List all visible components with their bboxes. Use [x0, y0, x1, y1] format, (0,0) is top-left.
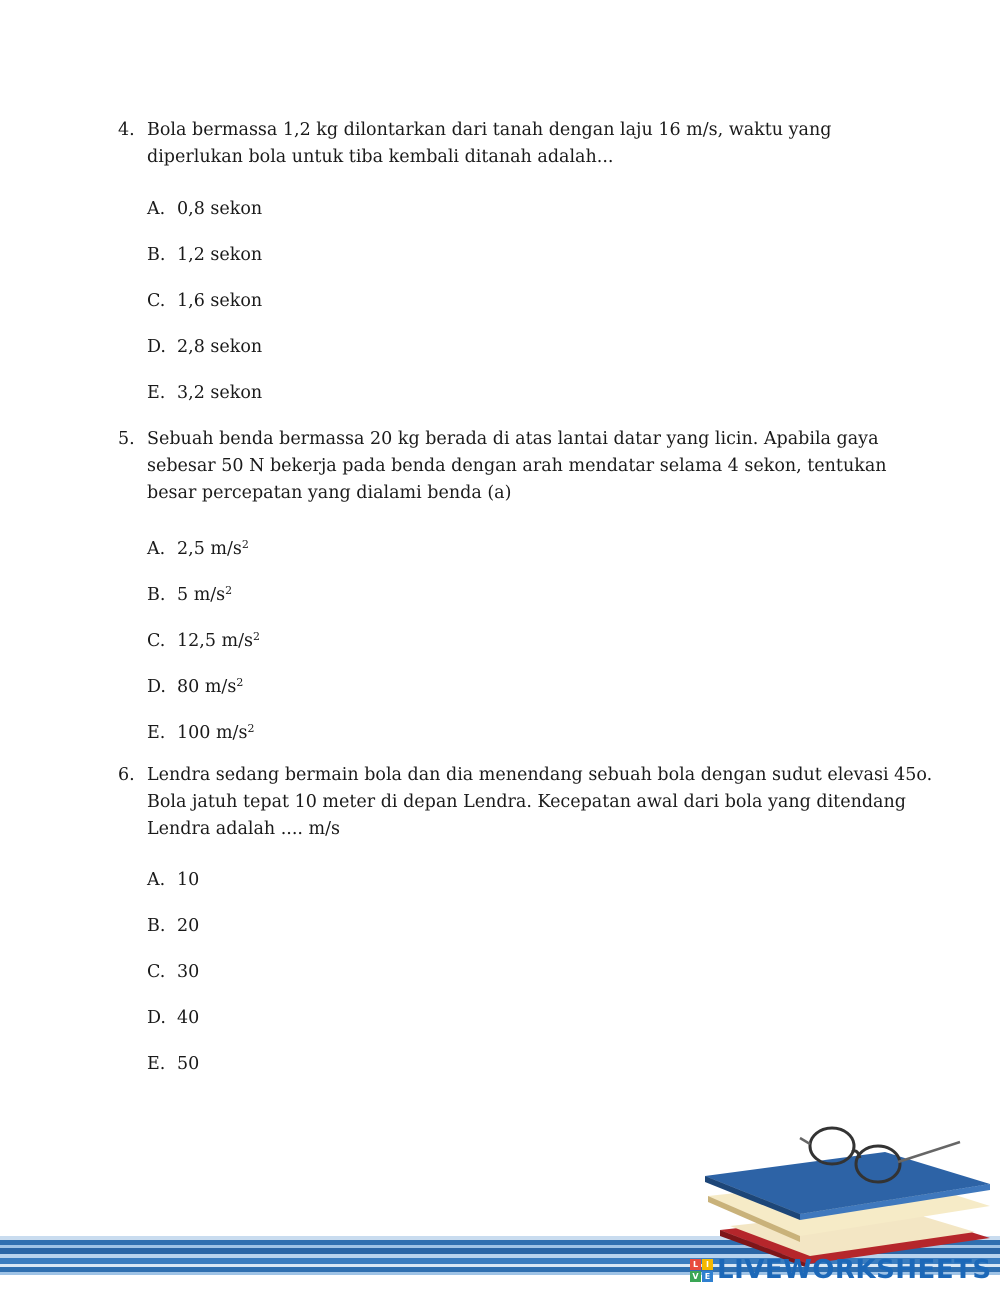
superscript: 2 — [241, 538, 249, 551]
option-4a[interactable] — [147, 197, 262, 221]
option-value: 2,5 m/s — [177, 539, 242, 559]
option-letter: A. — [147, 539, 166, 559]
option-text: 50 — [177, 1054, 200, 1074]
superscript: 2 — [253, 630, 260, 643]
option-text: 1,6 sekon — [177, 291, 263, 311]
question-line: Lendra sedang bermain bola dan dia menendang sebuah bola dengan sudut elevasi 45o. — [147, 765, 933, 785]
question-line: Bola bermassa 1,2 kg dilontarkan dari tanah dengan laju 16 m/s, waktu yang — [147, 120, 832, 140]
option-text — [177, 677, 243, 697]
option-text: 2,8 sekon — [177, 337, 263, 357]
question-number: 5. — [118, 429, 135, 449]
question-line: diperlukan bola untuk tiba kembali ditanah adalah... — [147, 147, 614, 167]
superscript: 2 — [225, 584, 233, 597]
option-5a[interactable] — [147, 533, 249, 561]
option-letter: B. — [147, 245, 166, 265]
question-line: Sebuah benda bermassa 20 kg berada di atas lantai datar yang licin. Apabila gaya — [147, 429, 879, 449]
option-text — [177, 723, 254, 743]
option-text: 10 — [177, 870, 200, 890]
question-number: 4. — [118, 120, 135, 140]
option-letter: C. — [147, 631, 166, 651]
option-text — [177, 539, 249, 559]
option-letter: C. — [147, 291, 166, 311]
option-4c[interactable] — [147, 289, 262, 313]
question-line: sebesar 50 N bekerja pada benda dengan arah mendatar selama 4 sekon, tentukan — [147, 456, 887, 476]
option-letter: E. — [147, 723, 166, 743]
option-5d[interactable] — [147, 671, 243, 699]
option-6e[interactable] — [147, 1052, 199, 1076]
option-letter: A. — [147, 870, 166, 890]
option-letter: D. — [147, 677, 166, 697]
option-text: 1,2 sekon — [177, 245, 263, 265]
option-text: 3,2 sekon — [177, 383, 263, 403]
question-line: Lendra adalah .... m/s — [147, 819, 341, 839]
option-letter: D. — [147, 1008, 166, 1028]
superscript: 2 — [247, 722, 255, 735]
option-text: 30 — [177, 962, 200, 982]
option-6a[interactable] — [147, 868, 199, 892]
question-text — [147, 426, 887, 507]
logo-letter: L — [690, 1259, 701, 1270]
option-value: 100 m/s — [177, 723, 248, 743]
logo-letter: V — [690, 1271, 701, 1282]
option-4b[interactable] — [147, 243, 262, 267]
option-letter: C. — [147, 962, 166, 982]
logo-letter: I — [702, 1259, 713, 1270]
option-value: 12,5 m/s — [177, 631, 253, 651]
question-text — [147, 117, 887, 171]
option-5b[interactable] — [147, 579, 232, 607]
liveworksheets-brand[interactable] — [690, 1254, 992, 1286]
brand-name: LIVEWORKSHEETS — [717, 1255, 992, 1285]
logo-letter: E — [702, 1271, 713, 1282]
option-text — [177, 631, 260, 651]
option-text: 0,8 sekon — [177, 199, 263, 219]
option-letter: B. — [147, 916, 166, 936]
option-value: 80 m/s — [177, 677, 237, 697]
option-letter: D. — [147, 337, 166, 357]
option-letter: A. — [147, 199, 166, 219]
question-text — [147, 762, 933, 843]
option-5c[interactable] — [147, 625, 260, 653]
liveworksheets-logo-icon — [690, 1259, 713, 1282]
question-line: besar percepatan yang dialami benda (a) — [147, 483, 512, 503]
option-4e[interactable] — [147, 381, 262, 405]
option-letter: B. — [147, 585, 166, 605]
option-letter: E. — [147, 1054, 166, 1074]
option-6b[interactable] — [147, 914, 199, 938]
option-4d[interactable] — [147, 335, 262, 359]
option-text: 40 — [177, 1008, 200, 1028]
option-text — [177, 585, 232, 605]
books-glasses-illustration — [690, 1118, 995, 1268]
superscript: 2 — [236, 676, 244, 689]
option-6d[interactable] — [147, 1006, 199, 1030]
option-text: 20 — [177, 916, 200, 936]
option-letter: E. — [147, 383, 166, 403]
option-value: 5 m/s — [177, 585, 226, 605]
option-6c[interactable] — [147, 960, 199, 984]
option-5e[interactable] — [147, 717, 254, 745]
question-number: 6. — [118, 765, 135, 785]
question-line: Bola jatuh tepat 10 meter di depan Lendra. Kecepatan awal dari bola yang ditendang — [147, 792, 906, 812]
